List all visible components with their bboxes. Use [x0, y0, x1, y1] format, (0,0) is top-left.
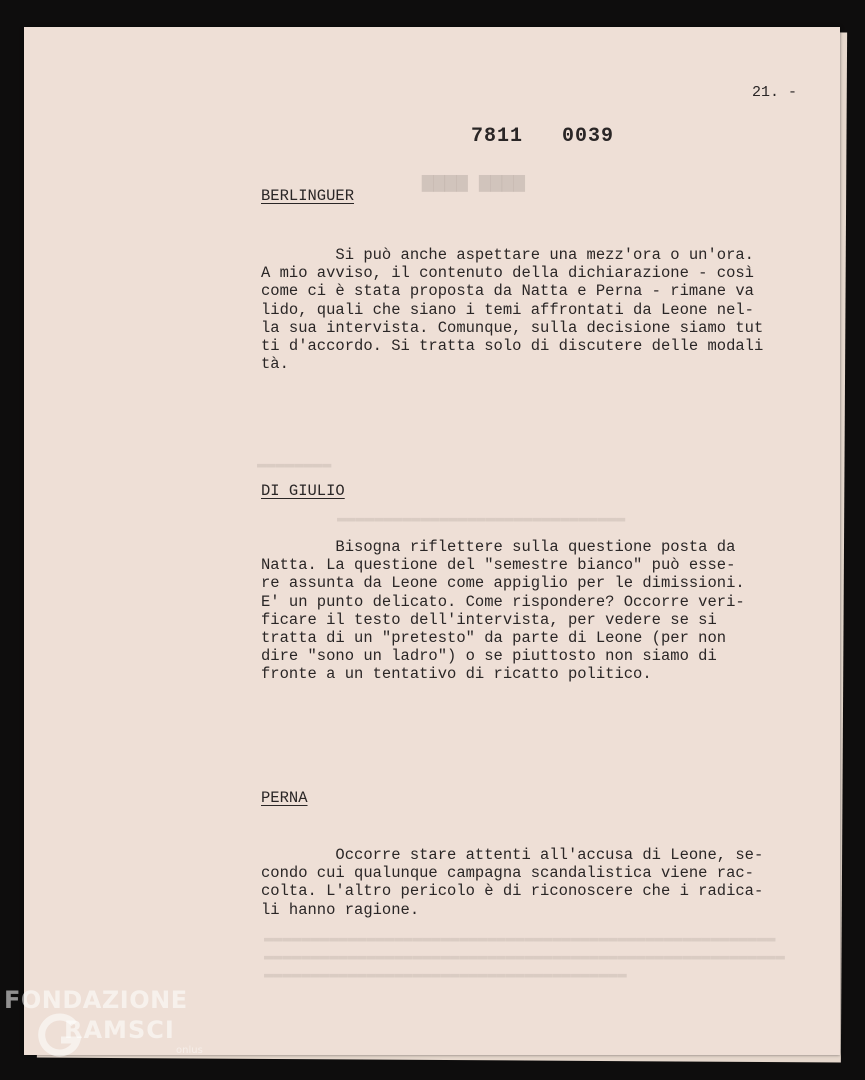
- bleed-through-text: ▬▬▬▬▬▬▬▬▬▬▬▬▬▬▬▬▬▬▬▬▬▬▬▬▬▬▬▬▬▬▬▬▬▬▬▬▬▬▬▬▬▬▬▬▬▬▬▬▬▬▬▬▬▬▬ ▬▬▬▬▬▬▬▬▬▬▬▬▬▬▬▬▬▬▬▬▬▬▬▬▬▬▬▬▬▬▬▬▬▬▬▬▬▬▬▬▬▬▬▬▬▬▬▬▬▬▬▬▬▬▬▬ ▬▬▬▬▬▬▬▬▬▬▬▬▬▬▬▬▬▬▬▬▬▬▬▬▬▬▬▬▬▬▬▬▬▬▬▬▬▬▬: [264, 929, 785, 984]
- bleed-through-text: ▬▬▬▬▬▬▬▬▬▬▬▬▬▬▬▬▬▬▬▬▬▬▬▬▬▬▬▬▬▬▬: [337, 509, 626, 527]
- bleed-through-code: ▆▆▆▆ ▆▆▆▆: [422, 171, 525, 193]
- document-page: [24, 27, 840, 1055]
- text-line: Bisogna riflettere sulla questione posta da: [261, 538, 736, 556]
- text-line: A mio avviso, il contenuto della dichiarazione - così: [261, 264, 754, 283]
- speech-paragraph: [261, 538, 821, 684]
- text-line: come ci è stata proposta da Natta e Perna - rimane va: [261, 282, 754, 301]
- text-line: ti d'accordo. Si tratta solo di discutere delle modali: [261, 337, 764, 356]
- fondazione-gramsci-watermark: [4, 986, 224, 1076]
- speech-paragraph: [261, 846, 821, 919]
- watermark-line1: FONDAZIONE: [4, 986, 188, 1014]
- page-number: 21. -: [752, 84, 798, 101]
- text-line: Natta. La questione del "semestre bianco" può esse-: [261, 556, 736, 575]
- speaker-heading: DI GIULIO: [261, 482, 345, 500]
- watermark-subtitle: onlus: [176, 1045, 203, 1056]
- text-line: la sua intervista. Comunque, sulla decisione siamo tut: [261, 318, 764, 337]
- text-line: Si può anche aspettare una mezz'ora o un'ora.: [261, 246, 754, 264]
- text-line: re assunta da Leone come appiglio per le dimissioni.: [261, 574, 745, 593]
- watermark-line2: RAMSCI: [64, 1016, 175, 1044]
- text-line: ficare il testo dell'intervista, per vedere se si: [261, 610, 717, 629]
- speaker-heading: PERNA: [261, 789, 308, 807]
- speech-paragraph: [261, 246, 821, 373]
- text-line: tratta di un "pretesto" da parte di Leone (per non: [261, 629, 727, 648]
- text-line: E' un punto delicato. Come rispondere? Occorre veri-: [261, 592, 745, 611]
- text-line: Occorre stare attenti all'accusa di Leone, se-: [261, 846, 764, 864]
- text-line: tà.: [261, 355, 289, 374]
- text-line: dire "sono un ladro") o se piuttosto non siamo di: [261, 647, 717, 666]
- text-line: condo cui qualunque campagna scandalistica viene rac-: [261, 864, 754, 883]
- document-code: 7811 0039: [471, 125, 615, 148]
- text-line: li hanno ragione.: [261, 900, 420, 919]
- text-line: lido, quali che siano i temi affrontati da Leone nel-: [261, 300, 754, 319]
- text-line: colta. L'altro pericolo è di riconoscere che i radica-: [261, 882, 764, 901]
- text-line: fronte a un tentativo di ricatto politico.: [261, 665, 652, 684]
- speaker-heading: BERLINGUER: [261, 187, 355, 205]
- bleed-through-text: ▬▬▬▬▬▬▬▬: [257, 455, 332, 473]
